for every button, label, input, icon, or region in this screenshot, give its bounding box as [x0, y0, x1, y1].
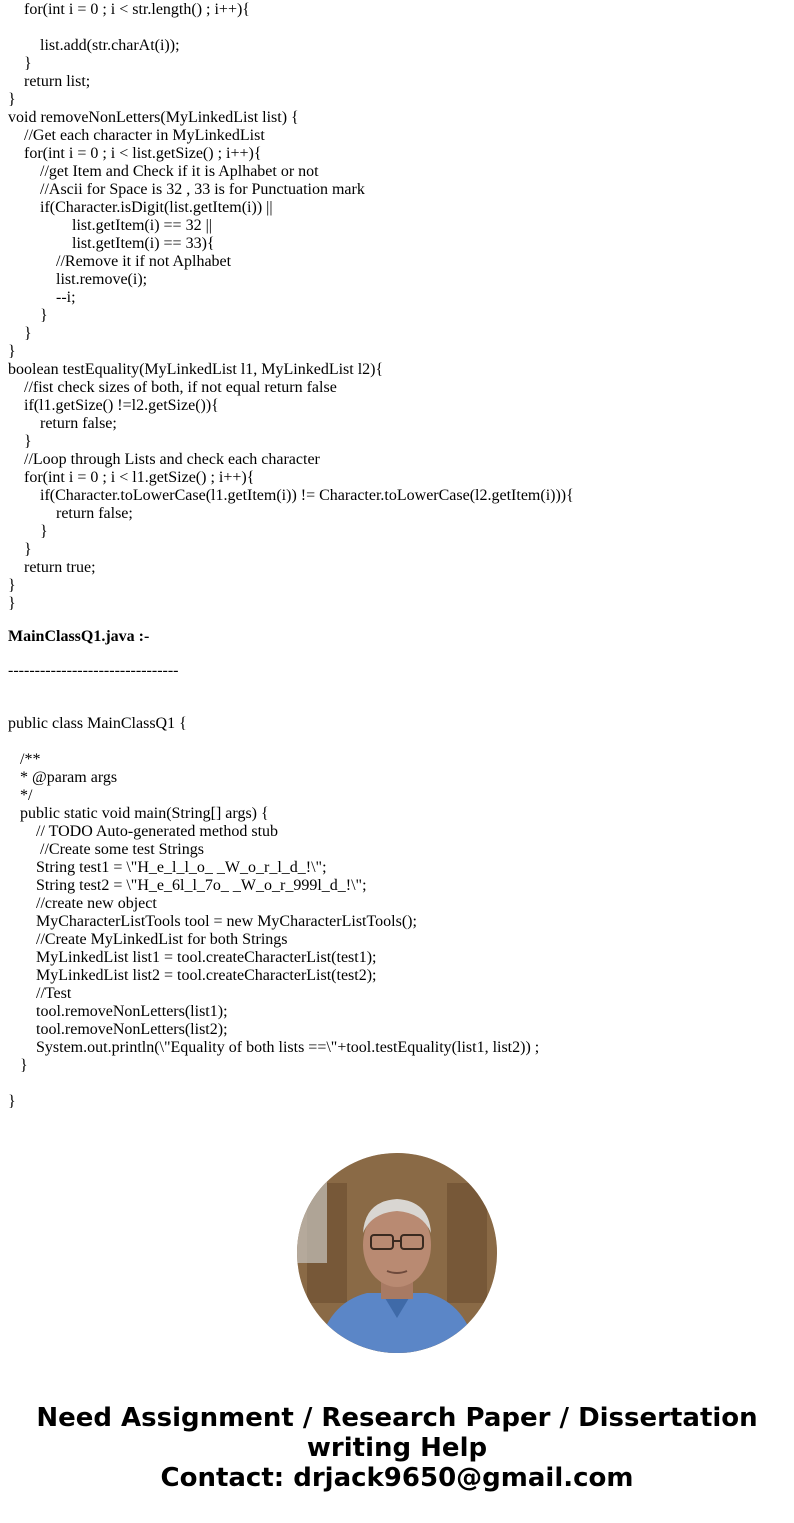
author-avatar	[297, 1153, 497, 1353]
code-snippet-tools-class: for(int i = 0 ; i < str.length() ; i++){ list.add(str.charAt(i)); } return list; } void removeNonLetters(MyLinkedList list) { //Get each character in MyLinkedList for(int i = 0 ; i < list.getSize() ; i++){ //get Item and Check if it is Aplhabet or not //Ascii for Space is 32 , 33 is for Punctuation mark if(Character.isDigit(list.getItem(i)) || list.getItem(i) == 32 || list.getItem(i) == 33){ //Remove it if not Aplhabet list.remove(i); --i; } } } boolean testEquality(MyLinkedList l1, MyLinkedList l2){ //fist check sizes of both, if not equal return false if(l1.getSize() !=l2.getSize()){ return false; } //Loop through Lists and check each character for(int i = 0 ; i < l1.getSize() ; i++){ if(Character.toLowerCase(l1.getItem(i)) != Character.toLowerCase(l2.getItem(i))){ return false; } } return true; } }	[8, 1, 574, 612]
promo-contact-line: Contact: drjack9650@gmail.com	[160, 1463, 634, 1493]
person-photo-icon	[297, 1153, 497, 1353]
promo-line-2: writing Help	[306, 1433, 488, 1463]
promo-line-1: Need Assignment / Research Paper / Dissertation	[36, 1403, 758, 1433]
separator-line: --------------------------------	[8, 662, 179, 679]
code-snippet-main-class: public class MainClassQ1 { /** * @param args */ public static void main(String[] args) { // TODO Auto-generated method stub //Create some test Strings String test1 = \"H_e_l_l_o_ _W_o_r_l_d_!\"; String test2 = \"H_e_6l_l_7o_ _W_o_r_999l_d_!\"; //create new object MyCharacterListTools tool = new MyCharacterListTools(); //Create MyLinkedList for both Strings MyLinkedList list1 = tool.createCharacterList(test1); MyLinkedList list2 = tool.createCharacterList(test2); //Test tool.removeNonLetters(list1); tool.removeNonLetters(list2); System.out.println(\"Equality of both lists ==\"+tool.testEquality(list1, list2)) ; } }	[8, 715, 540, 1110]
file-heading: MainClassQ1.java :-	[8, 628, 150, 645]
promo-banner	[0, 1403, 794, 1493]
